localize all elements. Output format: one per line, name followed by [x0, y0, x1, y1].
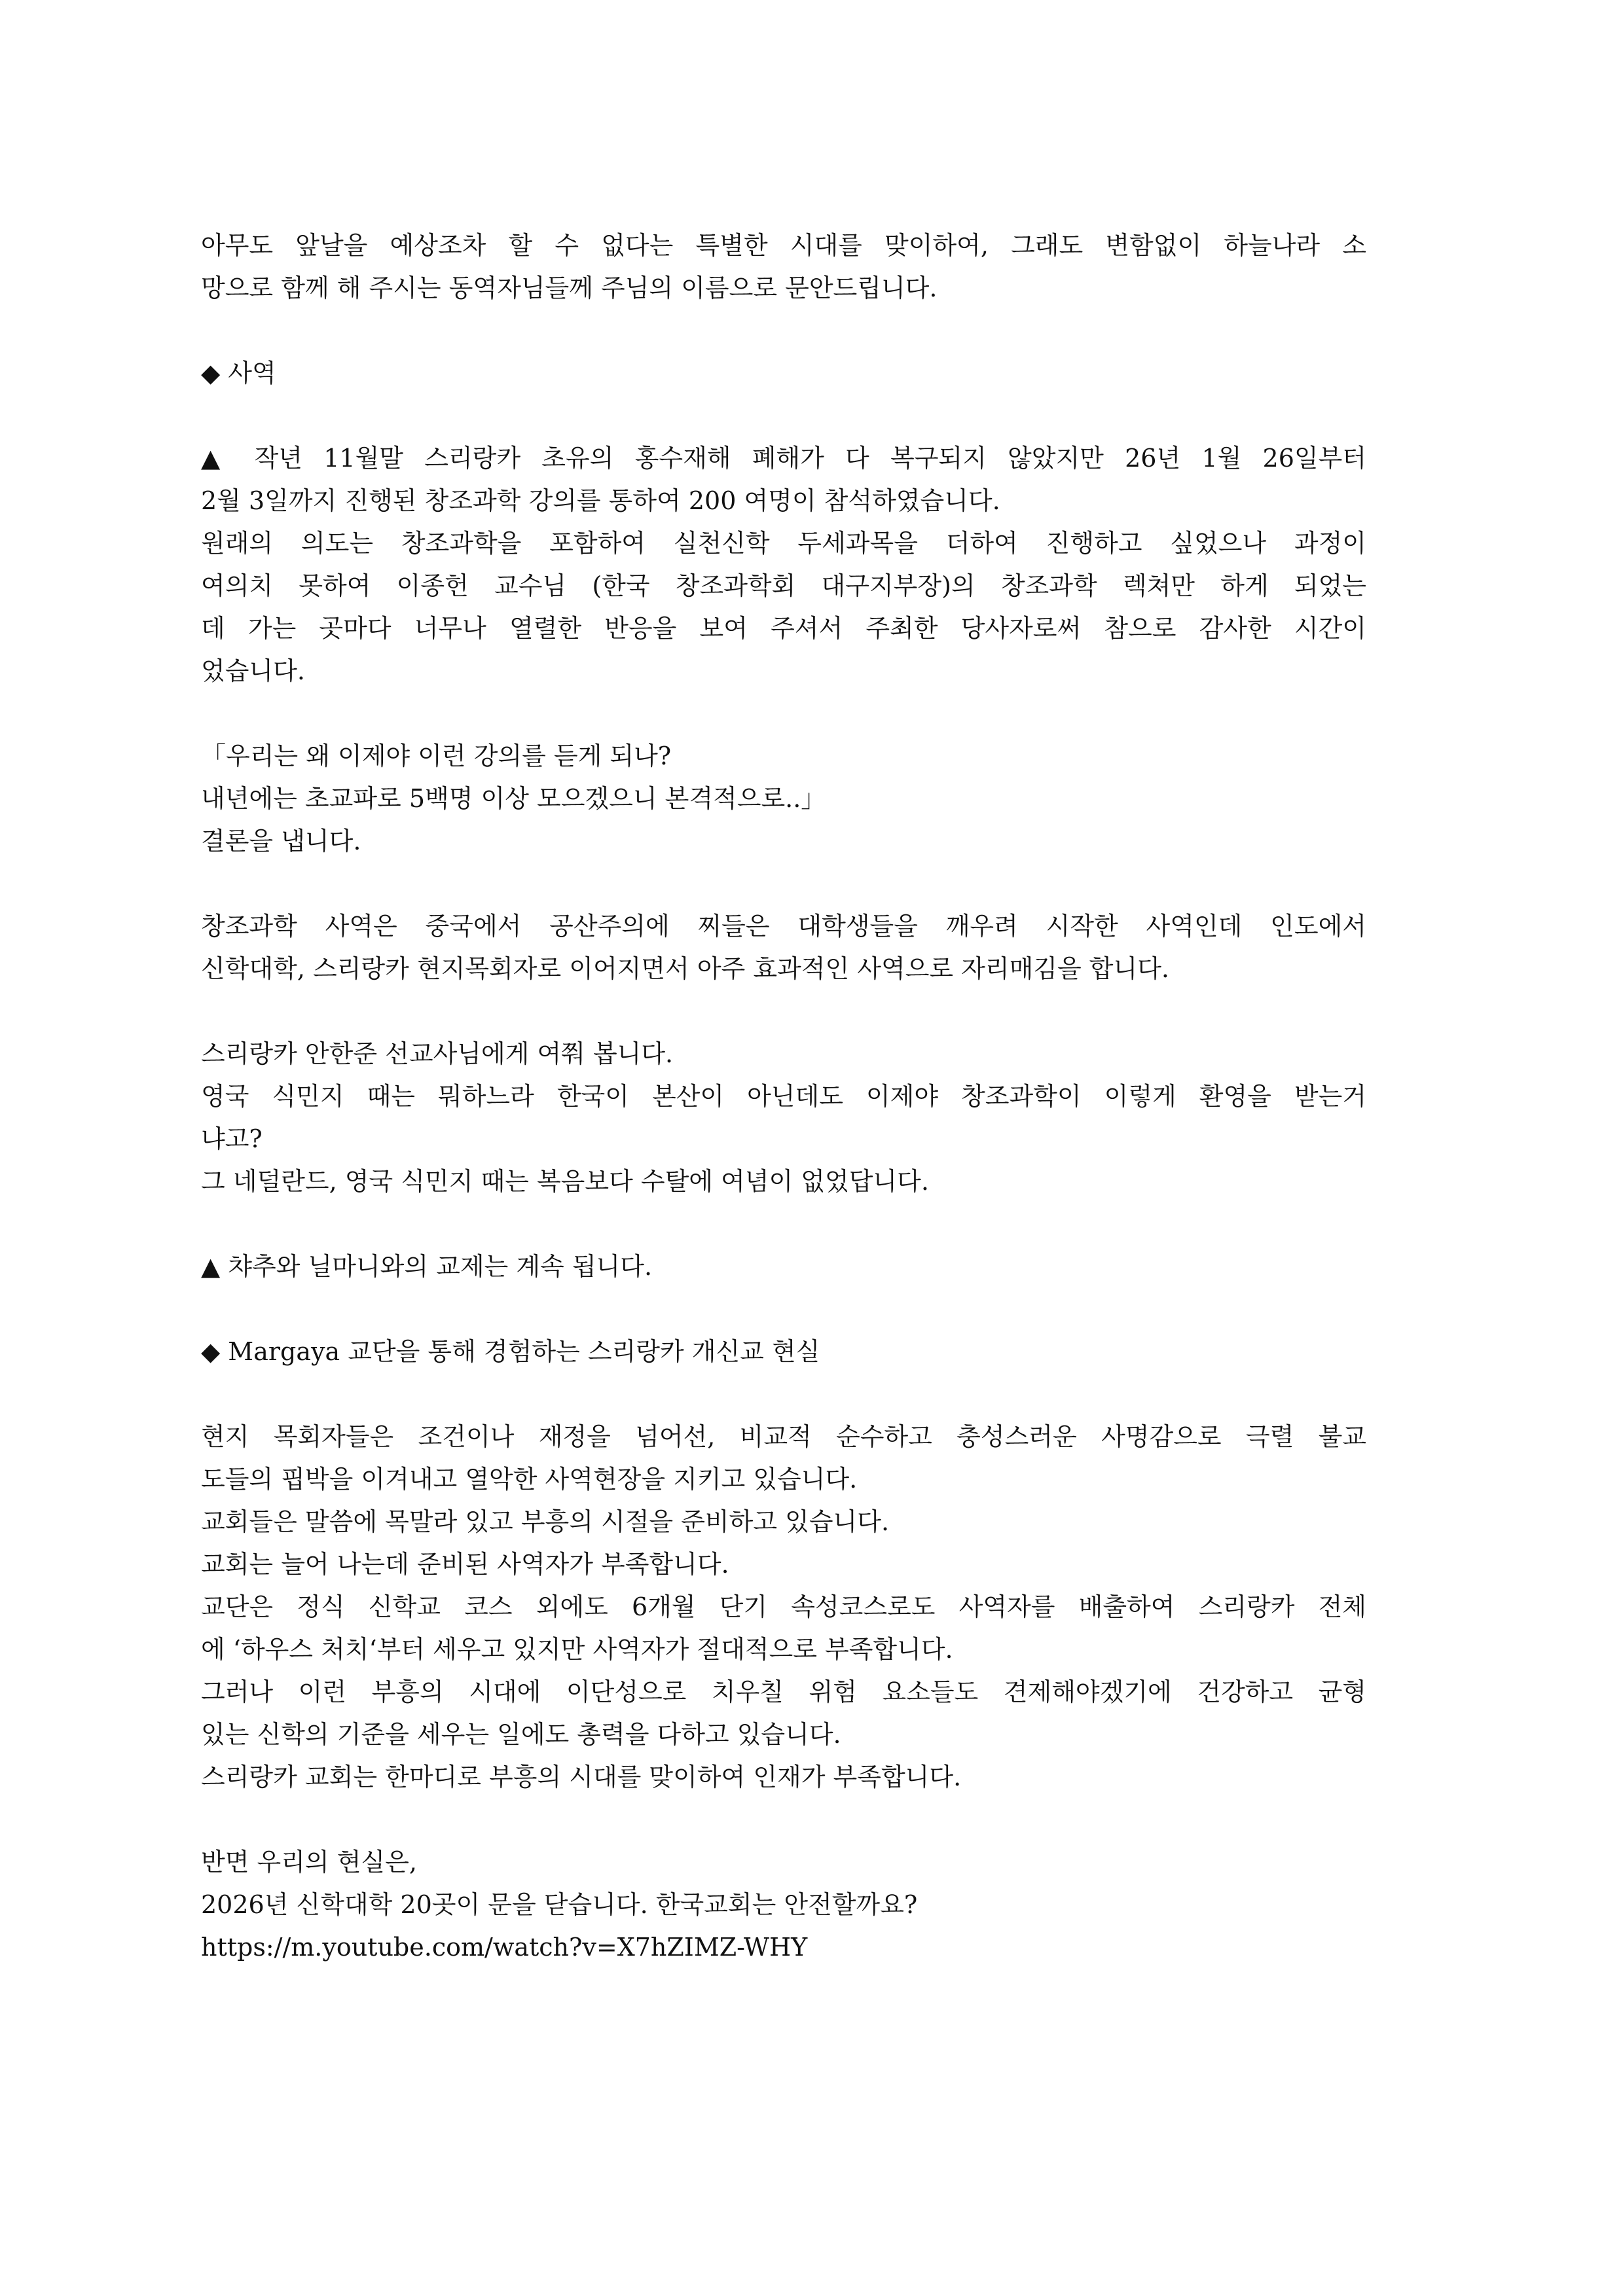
text-line: 여의치 못하여 이종헌 교수님 (한국 창조과학회 대구지부장)의 창조과학 렉쳐만 하게 되었는 [201, 571, 1366, 600]
text-line: 망으로 함께 해 주시는 동역자님들께 주님의 이름으로 문안드립니다. [201, 274, 938, 302]
text-line: 「우리는 왜 이제야 이런 강의를 듣게 되나? [201, 742, 672, 770]
fellowship-line: ▲ 챠추와 닐마니와의 교제는 계속 됩니다. [201, 1252, 653, 1281]
text-line: 결론을 냅니다. [201, 827, 361, 855]
ministry-report-paragraph [201, 437, 1366, 692]
text-line: 교회는 늘어 나는데 준비된 사역자가 부족합니다. [201, 1550, 729, 1579]
greeting-paragraph [201, 224, 1366, 310]
text-line: 2월 3일까지 진행된 창조과학 강의를 통하여 200 여명이 참석하였습니다. [201, 486, 1000, 515]
quote-paragraph [201, 735, 1366, 863]
text-line: 그 네덜란드, 영국 식민지 때는 복음보다 수탈에 여념이 없었답니다. [201, 1167, 929, 1196]
section-heading-margaya: ◆ Margaya 교단을 통해 경험하는 스리랑카 개신교 현실 [201, 1337, 820, 1366]
text-line: 스리랑카 교회는 한마디로 부흥의 시대를 맞이하여 인재가 부족합니다. [201, 1763, 962, 1791]
closing-paragraph [201, 1841, 1366, 1969]
text-line: 데 가는 곳마다 너무나 열렬한 반응을 보여 주셔서 주최한 당사자로써 참으로 감사한 시간이 [201, 614, 1366, 643]
text-line: 2026년 신학대학 20곳이 문을 닫습니다. 한국교회는 안전할까요? [201, 1890, 918, 1919]
missionary-question-paragraph [201, 1033, 1366, 1203]
margaya-report-paragraph [201, 1416, 1366, 1799]
text-line: 반면 우리의 현실은, [201, 1848, 417, 1876]
text-line: 교단은 정식 신학교 코스 외에도 6개월 단기 속성코스로도 사역자를 배출하여 스리랑카 전체 [201, 1592, 1366, 1621]
text-line: 현지 목회자들은 조건이나 재정을 넘어선, 비교적 순수하고 충성스러운 사명감으로 극렬 불교 [201, 1422, 1366, 1451]
letter-body [201, 224, 1366, 1969]
text-line: 에 ‘하우스 처치‘부터 세우고 있지만 사역자가 절대적으로 부족합니다. [201, 1635, 953, 1664]
creation-science-paragraph [201, 905, 1366, 990]
text-line: 냐고? [201, 1124, 263, 1153]
video-url[interactable]: https://m.youtube.com/watch?v=X7hZIMZ-WHY [201, 1933, 808, 1962]
text-line: 창조과학 사역은 중국에서 공산주의에 찌들은 대학생들을 깨우려 시작한 사역인데 인도에서 [201, 912, 1366, 941]
text-line: 아무도 앞날을 예상조차 할 수 없다는 특별한 시대를 맞이하여, 그래도 변함없이 하늘나라 소 [201, 231, 1366, 260]
text-line: 었습니다. [201, 656, 305, 685]
text-line: 있는 신학의 기준을 세우는 일에도 총력을 다하고 있습니다. [201, 1720, 841, 1749]
text-line: 도들의 핍박을 이겨내고 열악한 사역현장을 지키고 있습니다. [201, 1465, 858, 1494]
text-line: 영국 식민지 때는 뭐하느라 한국이 본산이 아닌데도 이제야 창조과학이 이렇게 환영을 받는거 [201, 1082, 1366, 1111]
text-line: 신학대학, 스리랑카 현지목회자로 이어지면서 아주 효과적인 사역으로 자리매김을 합니다. [201, 954, 1169, 983]
text-line: ▲ 작년 11월말 스리랑카 초유의 홍수재해 폐해가 다 복구되지 않았지만 26년 1월 26일부터 [201, 444, 1366, 473]
section-heading-ministry: ◆ 사역 [201, 359, 276, 387]
text-line: 교회들은 말씀에 목말라 있고 부흥의 시절을 준비하고 있습니다. [201, 1507, 890, 1536]
text-line: 스리랑카 안한준 선교사님에게 여쭤 봅니다. [201, 1039, 674, 1068]
text-line: 원래의 의도는 창조과학을 포함하여 실천신학 두세과목을 더하여 진행하고 싶었으나 과정이 [201, 529, 1366, 558]
text-line: 그러나 이런 부흥의 시대에 이단성으로 치우칠 위험 요소들도 견제해야겠기에 건강하고 균형 [201, 1677, 1366, 1706]
text-line: 내년에는 초교파로 5백명 이상 모으겠으니 본격적으로..」 [201, 784, 826, 813]
